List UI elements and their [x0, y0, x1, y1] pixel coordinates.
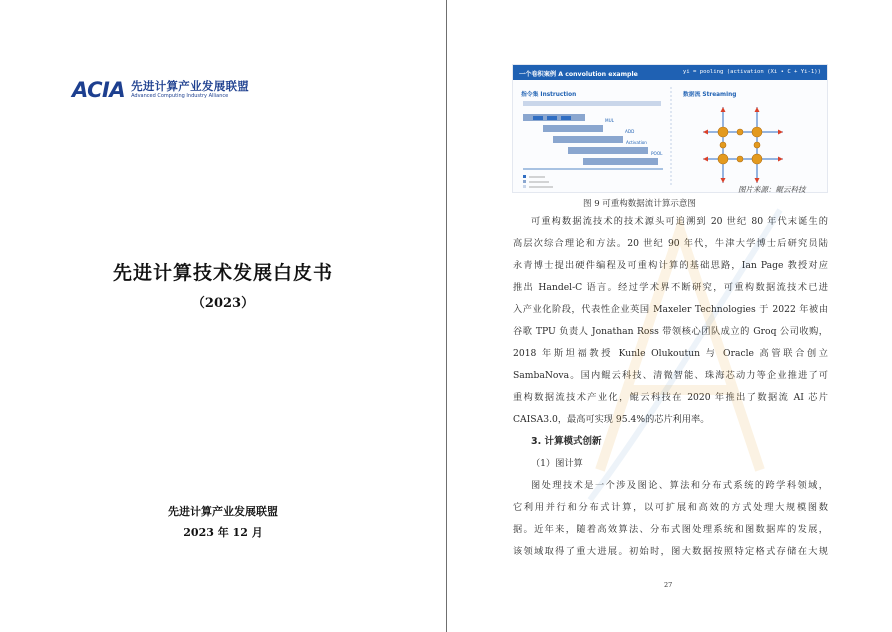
streaming-arrows: [703, 107, 783, 183]
p1-line: CAISA3.0，最高可实现 95.4%的芯片利用率。: [513, 414, 710, 425]
cover-year: （2023）: [191, 296, 255, 311]
figure-source: 图片来源：鲲云科技: [738, 185, 806, 194]
p1-line: 永青博士提出硬件编程及可重构计算的基础思路，Ian Page 教授对应: [513, 260, 828, 271]
p1-line: 推出 Handel-C 语言。经过学术界不断研究，可重构数据流技术已进: [513, 282, 828, 293]
cover-date: 2023 年 12 月: [183, 526, 263, 539]
page-divider: [446, 0, 447, 632]
logo-mark: ACIA: [72, 78, 126, 102]
section-heading: 3. 计算模式创新: [531, 436, 602, 447]
figure-drawing: [513, 65, 827, 192]
p2-line: 据。近年来，随着高效算法、分布式图处理系统和图数据库的发展，: [513, 524, 828, 535]
p1-line: 谷歌 TPU 负责人 Jonathan Ross 带领核心团队成立的 Groq 公司收购，: [513, 326, 828, 337]
label-activation: Activation: [626, 140, 647, 145]
streaming-subtitle: 数据流 Streaming: [683, 92, 737, 98]
p2-line: 该领域取得了重大进展。初始时，图大数据按照特定格式存储在大规: [513, 546, 828, 557]
subsection-heading: （1）图计算: [531, 458, 583, 469]
p1-line: 2018 年斯坦福教授 Kunle Olukoutun 与 Oracle 高管联合创立: [513, 348, 828, 359]
p2-line: 它利用并行和分布式计算，以可扩展和高效的方式处理大规模图数: [513, 502, 828, 513]
p1-line: 高层次综合理论和方法。20 世纪 90 年代，牛津大学博士后研究员陆: [513, 238, 828, 249]
logo-en: Advanced Computing Industry Alliance: [131, 93, 229, 100]
streaming-nodes: [718, 127, 762, 164]
p1-line: 可重构数据流技术的技术源头可追溯到 20 世纪 80 年代末诞生的: [531, 216, 828, 227]
cover-title: 先进计算技术发展白皮书: [112, 262, 333, 284]
body-text: [513, 211, 828, 563]
instruction-subtitle: 指令集 Instruction: [521, 92, 577, 98]
acia-logo: [72, 78, 249, 102]
p2-line: 图处理技术是一个涉及图论、算法和分布式系统的跨学科领域，: [531, 480, 828, 491]
label-add: ADD: [625, 129, 635, 134]
label-pool: POOL: [651, 151, 663, 156]
logo-text: [131, 78, 250, 100]
label-mul: MUL: [605, 118, 615, 123]
figure-header-right: yi = pooling (activation (Xi • C + Yi-1)): [682, 69, 821, 75]
cover-org: 先进计算产业发展联盟: [168, 505, 278, 518]
p1-line: 重构数据流技术产业化，鲲云科技在 2020 年推出了数据流 AI 芯片: [513, 392, 828, 403]
page-number: 27: [664, 581, 673, 589]
figure-header-left: 一个卷积案例 A convolution example: [519, 71, 638, 78]
p1-line: 入产业化阶段，代表性企业英国 Maxeler Technologies 于 2022 年被由: [513, 304, 828, 315]
logo-cn: 先进计算产业发展联盟: [131, 78, 250, 93]
figure-caption: 图 9 可重构数据流计算示意图: [583, 199, 696, 209]
p1-line: SambaNova。国内鲲云科技、清微智能、珠海芯动力等企业推进了可: [513, 370, 828, 381]
streaming-grid: [703, 107, 783, 183]
dataflow-figure: [512, 64, 828, 193]
